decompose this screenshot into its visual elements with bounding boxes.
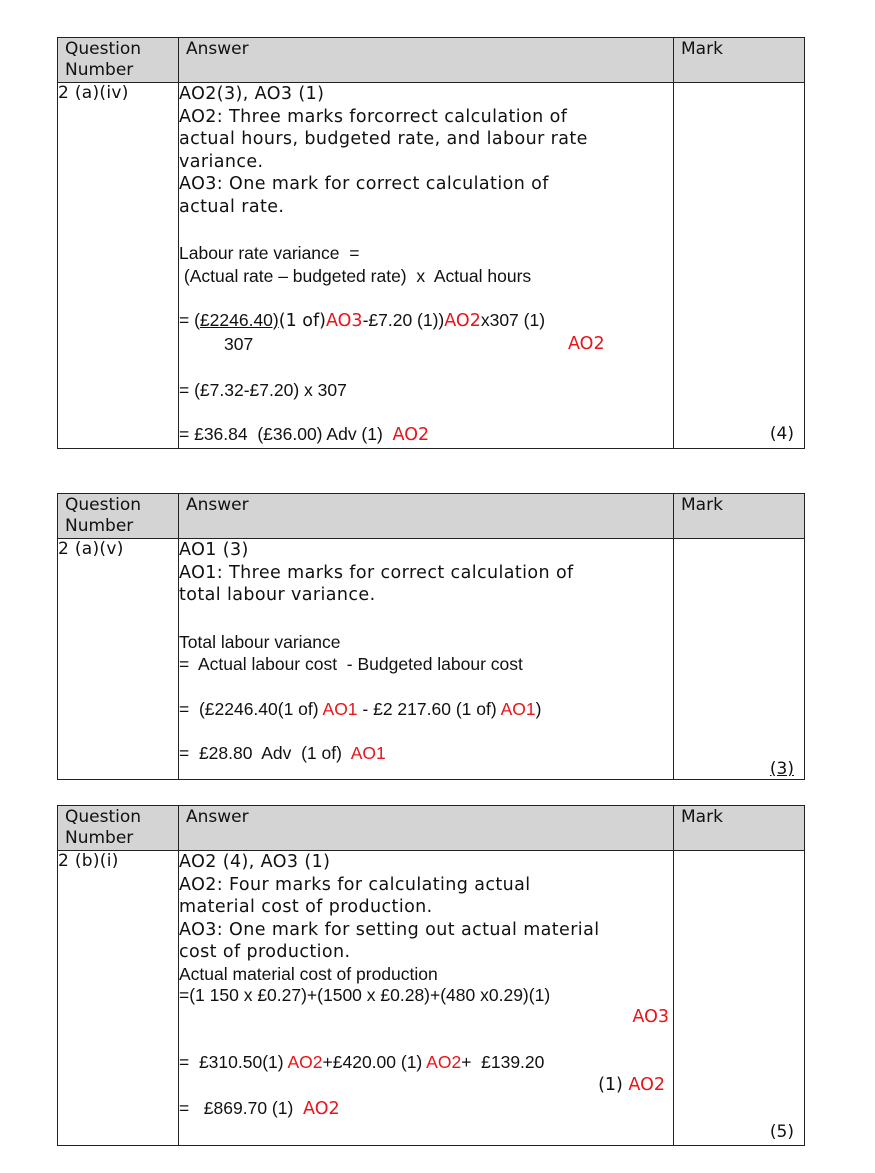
ao1-tag: AO1 <box>350 743 386 763</box>
calc-item3: + £139.20 <box>461 1051 545 1072</box>
assessment-objectives: AO1 (3) <box>179 540 249 560</box>
result-value: = £869.70 (1) <box>179 1097 304 1118</box>
table-header-row <box>58 806 805 851</box>
calculation-result <box>179 742 673 765</box>
table-header-row <box>58 38 805 83</box>
calc-budget-rate: -£7.20 (1)) <box>362 310 445 330</box>
question-number-header <box>58 494 179 539</box>
question-number-header <box>58 806 179 851</box>
table-body-row <box>58 539 805 780</box>
calc-numerator: £2246.40) <box>199 310 279 330</box>
calc-budget-cost: - £2 217.60 (1 of) <box>357 698 501 719</box>
question-number: 2 (b)(i) <box>58 851 179 1146</box>
formula-expression: =(1 150 x £0.27)+(1500 x £0.28)+(480 x0.29)(1) <box>179 984 551 1005</box>
ao3-criteria-line1: AO3: One mark for setting out actual material <box>179 919 600 940</box>
calc-denominator: 307 <box>224 333 254 354</box>
formula-title: Total labour variance <box>179 631 341 652</box>
formula-title: Labour rate variance = <box>179 243 360 263</box>
calculation-result <box>179 423 673 447</box>
calculation-line2 <box>179 333 673 355</box>
calculation-result <box>179 1097 673 1121</box>
ao2-criteria-line1: AO2: Three marks forcorrect calculation of <box>179 106 568 127</box>
mark-header <box>674 38 805 83</box>
calculation-line3: = (£7.32-£7.20) x 307 <box>179 379 347 400</box>
ao2-tag: AO2 <box>628 1075 665 1095</box>
answer-header-label: Answer <box>186 495 249 515</box>
header-question-line2: Number <box>65 516 134 536</box>
mark-cell <box>674 83 805 449</box>
formula-title: Actual material cost of production <box>179 963 438 984</box>
calc-hours: x307 (1) <box>480 310 546 330</box>
mark-scheme-table-2a-iv <box>57 37 805 449</box>
calculation-line1 <box>179 1051 673 1074</box>
ao3-criteria-line1: AO3: One mark for correct calculation of <box>179 174 549 194</box>
calculation-line1 <box>179 309 673 333</box>
ao2-tag: AO2 <box>303 1098 340 1119</box>
result-value: = £36.84 (£36.00) Adv (1) <box>179 424 393 444</box>
header-question-line1: Question <box>65 39 142 59</box>
ao2-criteria-line2: actual hours, budgeted rate, and labour rate <box>179 129 588 149</box>
calc-actual-cost: = (£2246.40(1 of) <box>179 698 323 719</box>
ao2-tag: AO2 <box>392 425 430 445</box>
answer-header <box>179 38 674 83</box>
header-question-line1: Question <box>65 807 142 827</box>
ao3-criteria-line2: actual rate. <box>179 196 285 217</box>
ao2-criteria-line2: material cost of production. <box>179 897 433 917</box>
ao2-criteria-line1: AO2: Four marks for calculating actual <box>179 874 531 895</box>
ao2-tag: AO2 <box>444 311 481 331</box>
answer-header <box>179 494 674 539</box>
ao1-tag: AO1 <box>322 698 358 719</box>
ao3-tag: AO3 <box>632 1006 669 1027</box>
ao3-tag: AO3 <box>325 311 363 331</box>
formula-expression: = Actual labour cost - Budgeted labour cost <box>179 654 523 674</box>
mark-value: (3) <box>769 759 794 779</box>
mark-header <box>674 806 805 851</box>
mark-cell <box>674 539 805 780</box>
ao1-tag: AO1 <box>500 698 536 719</box>
calc-item1: = £310.50(1) <box>179 1051 288 1072</box>
mark-scheme-table-2a-v <box>57 493 805 780</box>
ao1-criteria-line2: total labour variance. <box>179 585 376 605</box>
ao1-criteria-line1: AO1: Three marks for correct calculation of <box>179 562 574 583</box>
calc-item2: +£420.00 (1) <box>322 1051 427 1072</box>
header-question-line1: Question <box>65 495 142 515</box>
mark-header-label: Mark <box>681 39 723 59</box>
mark-value: (4) <box>769 424 794 444</box>
header-question-line2: Number <box>65 60 134 80</box>
mark-header <box>674 494 805 539</box>
question-number: 2 (a)(iv) <box>58 83 179 449</box>
formula-expression: (Actual rate – budgeted rate) x Actual hours <box>179 265 532 286</box>
ao3-criteria-line2: cost of production. <box>179 942 351 962</box>
ao2-tag: AO2 <box>426 1051 462 1072</box>
answer-header-label: Answer <box>186 39 249 59</box>
ao2-tag: AO2 <box>568 333 605 354</box>
answer-cell <box>179 851 674 1146</box>
result-value: = £28.80 Adv (1 of) <box>179 743 351 763</box>
mark-cell <box>674 851 805 1146</box>
header-question-line2: Number <box>65 828 134 848</box>
question-number-header <box>58 38 179 83</box>
calculation-line1 <box>179 698 673 721</box>
assessment-objectives: AO2(3), AO3 (1) <box>179 84 325 104</box>
mark-value: (5) <box>769 1122 794 1142</box>
answer-header <box>179 806 674 851</box>
mark-scheme-table-2b-i <box>57 805 805 1146</box>
table-body-row <box>58 851 805 1146</box>
calc-of: (1 of) <box>278 311 326 331</box>
answer-cell <box>179 83 674 449</box>
table-header-row <box>58 494 805 539</box>
calc-prefix: = ( <box>179 310 200 330</box>
mark-header-label: Mark <box>681 807 723 827</box>
answer-header-label: Answer <box>186 807 249 827</box>
question-number: 2 (a)(v) <box>58 539 179 780</box>
mark-header-label: Mark <box>681 495 723 515</box>
calculation-line2 <box>179 1073 673 1097</box>
answer-cell <box>179 539 674 780</box>
calc-mark: (1) <box>598 1075 629 1095</box>
ao2-criteria-line3: variance. <box>179 151 264 172</box>
table-body-row <box>58 83 805 449</box>
assessment-objectives: AO2 (4), AO3 (1) <box>179 852 331 872</box>
ao2-tag: AO2 <box>287 1051 323 1072</box>
calc-close: ) <box>535 698 542 719</box>
